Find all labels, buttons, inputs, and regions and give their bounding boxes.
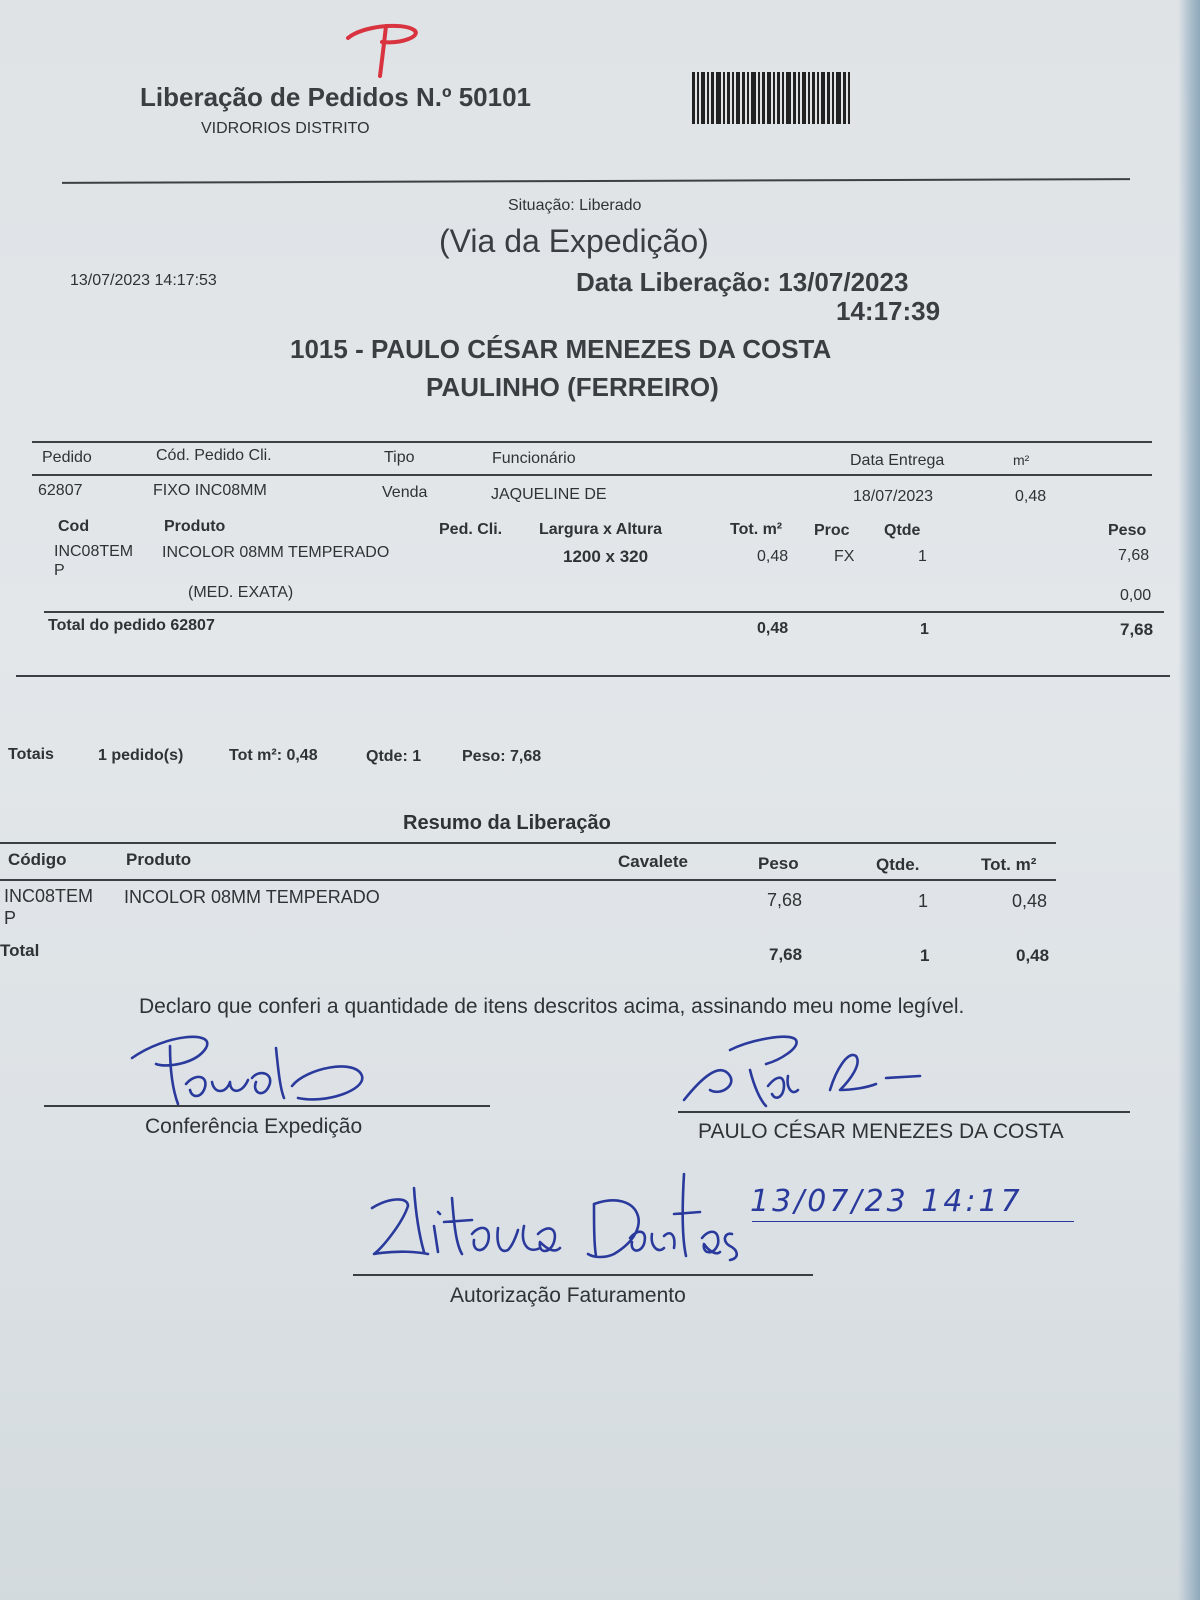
- company-name: VIDRORIOS DISTRITO: [201, 120, 370, 137]
- bottom-signature-line: [353, 1274, 813, 1276]
- order-employee: JAQUELINE DE: [491, 486, 607, 503]
- item-proc: FX: [834, 548, 855, 565]
- left-signature: [126, 1028, 376, 1112]
- item-header-produto: Produto: [164, 518, 226, 535]
- item-qtde: 1: [918, 548, 927, 565]
- printed-timestamp: 13/07/2023 14:17:53: [70, 272, 217, 289]
- declaration-text: Declaro que conferi a quantidade de itens descritos acima, assinando meu nome legível.: [139, 995, 965, 1018]
- summary-title: Resumo da Liberação: [403, 812, 611, 834]
- totals-peso: Peso: 7,68: [462, 748, 542, 765]
- totals-orders: 1 pedido(s): [98, 747, 184, 764]
- order-type: Venda: [382, 484, 428, 501]
- release-date: Data Liberação: 13/07/2023: [576, 267, 909, 297]
- item-header-qtde: Qtde: [884, 522, 921, 539]
- col-header-funcionario: Funcionário: [492, 450, 576, 467]
- order-table-top-rule: [32, 441, 1152, 443]
- summary-total-tot-m2: 0,48: [1016, 946, 1050, 965]
- summary-total-qtde: 1: [920, 946, 930, 965]
- item-header-largura-altura: Largura x Altura: [539, 521, 662, 538]
- order-header-rule: [32, 474, 1152, 476]
- summary-header-codigo: Código: [8, 850, 67, 869]
- totals-m2: Tot m²: 0,48: [229, 747, 318, 764]
- order-m2: 0,48: [1015, 488, 1047, 505]
- summary-header-rule: [0, 879, 1056, 881]
- item-dimensions: 1200 x 320: [563, 547, 649, 566]
- item-tot-m2: 0,48: [757, 548, 789, 565]
- totals-qtde: Qtde: 1: [366, 748, 422, 765]
- item-header-cod: Cod: [58, 518, 90, 535]
- col-header-m2: m²: [1013, 452, 1030, 468]
- item-header-proc: Proc: [814, 522, 850, 539]
- summary-code-line1: INC08TEM: [4, 886, 94, 906]
- bottom-signature-label: Autorização Faturamento: [450, 1284, 686, 1307]
- summary-tot-m2: 0,48: [1012, 891, 1048, 911]
- header-divider: [62, 178, 1130, 184]
- status-text: Situação: Liberado: [508, 197, 642, 214]
- col-header-tipo: Tipo: [384, 449, 415, 466]
- summary-header-cavalete: Cavalete: [618, 852, 688, 871]
- item-header-tot-m2: Tot. m²: [730, 521, 783, 538]
- order-total-qtde: 1: [920, 621, 929, 638]
- summary-top-rule: [0, 842, 1056, 844]
- summary-peso: 7,68: [767, 890, 803, 910]
- col-header-data-entrega: Data Entrega: [850, 452, 945, 469]
- release-time: 14:17:39: [836, 296, 941, 326]
- right-signature: [680, 1030, 940, 1114]
- item-peso: 7,68: [1118, 547, 1150, 564]
- copy-type: (Via da Expedição): [439, 223, 709, 259]
- left-signature-label: Conferência Expedição: [145, 1115, 363, 1138]
- handwritten-date-underline: [752, 1221, 1074, 1222]
- left-signature-line: [44, 1105, 490, 1107]
- order-total-rule: [44, 611, 1164, 613]
- order-number: 62807: [38, 482, 83, 499]
- order-total-m2: 0,48: [757, 620, 789, 637]
- handwritten-date: 13/07/23 14:17: [750, 1184, 1023, 1219]
- summary-product: INCOLOR 08MM TEMPERADO: [124, 887, 380, 907]
- summary-code-line2: P: [4, 908, 17, 928]
- order-client-code: FIXO INC08MM: [153, 482, 267, 499]
- item-note: (MED. EXATA): [188, 584, 294, 601]
- order-total-peso: 7,68: [1120, 620, 1154, 639]
- col-header-cod-pedido-cli: Cód. Pedido Cli.: [156, 447, 272, 464]
- summary-header-peso: Peso: [758, 854, 799, 873]
- item-product: INCOLOR 08MM TEMPERADO: [162, 544, 390, 561]
- document-title: Liberação de Pedidos N.º 50101: [140, 82, 531, 112]
- summary-total-label: Total: [0, 941, 40, 960]
- item-header-peso: Peso: [1108, 522, 1147, 539]
- item-code-line1: INC08TEM: [54, 543, 134, 560]
- barcode: [692, 72, 878, 124]
- right-signature-label: PAULO CÉSAR MENEZES DA COSTA: [698, 1120, 1064, 1143]
- item-header-ped-cli: Ped. Cli.: [439, 521, 503, 538]
- summary-header-qtde: Qtde.: [876, 855, 920, 874]
- totals-label: Totais: [8, 746, 54, 763]
- bottom-signature: [368, 1168, 748, 1278]
- item-code-line2: P: [54, 562, 65, 579]
- summary-qtde: 1: [918, 891, 929, 911]
- order-delivery-date: 18/07/2023: [853, 488, 934, 505]
- summary-header-tot-m2: Tot. m²: [981, 855, 1037, 874]
- summary-header-produto: Produto: [126, 850, 192, 869]
- client-name: 1015 - PAULO CÉSAR MENEZES DA COSTA: [290, 334, 832, 364]
- item-note-peso: 0,00: [1120, 587, 1152, 604]
- right-signature-line: [678, 1111, 1130, 1113]
- paper-edge-shadow: [1178, 0, 1200, 1600]
- client-nickname: PAULINHO (FERREIRO): [426, 372, 719, 402]
- red-p-mark: [342, 16, 426, 80]
- col-header-pedido: Pedido: [42, 449, 92, 466]
- summary-total-peso: 7,68: [769, 945, 803, 964]
- section-divider: [16, 675, 1170, 677]
- order-total-label: Total do pedido 62807: [48, 617, 215, 634]
